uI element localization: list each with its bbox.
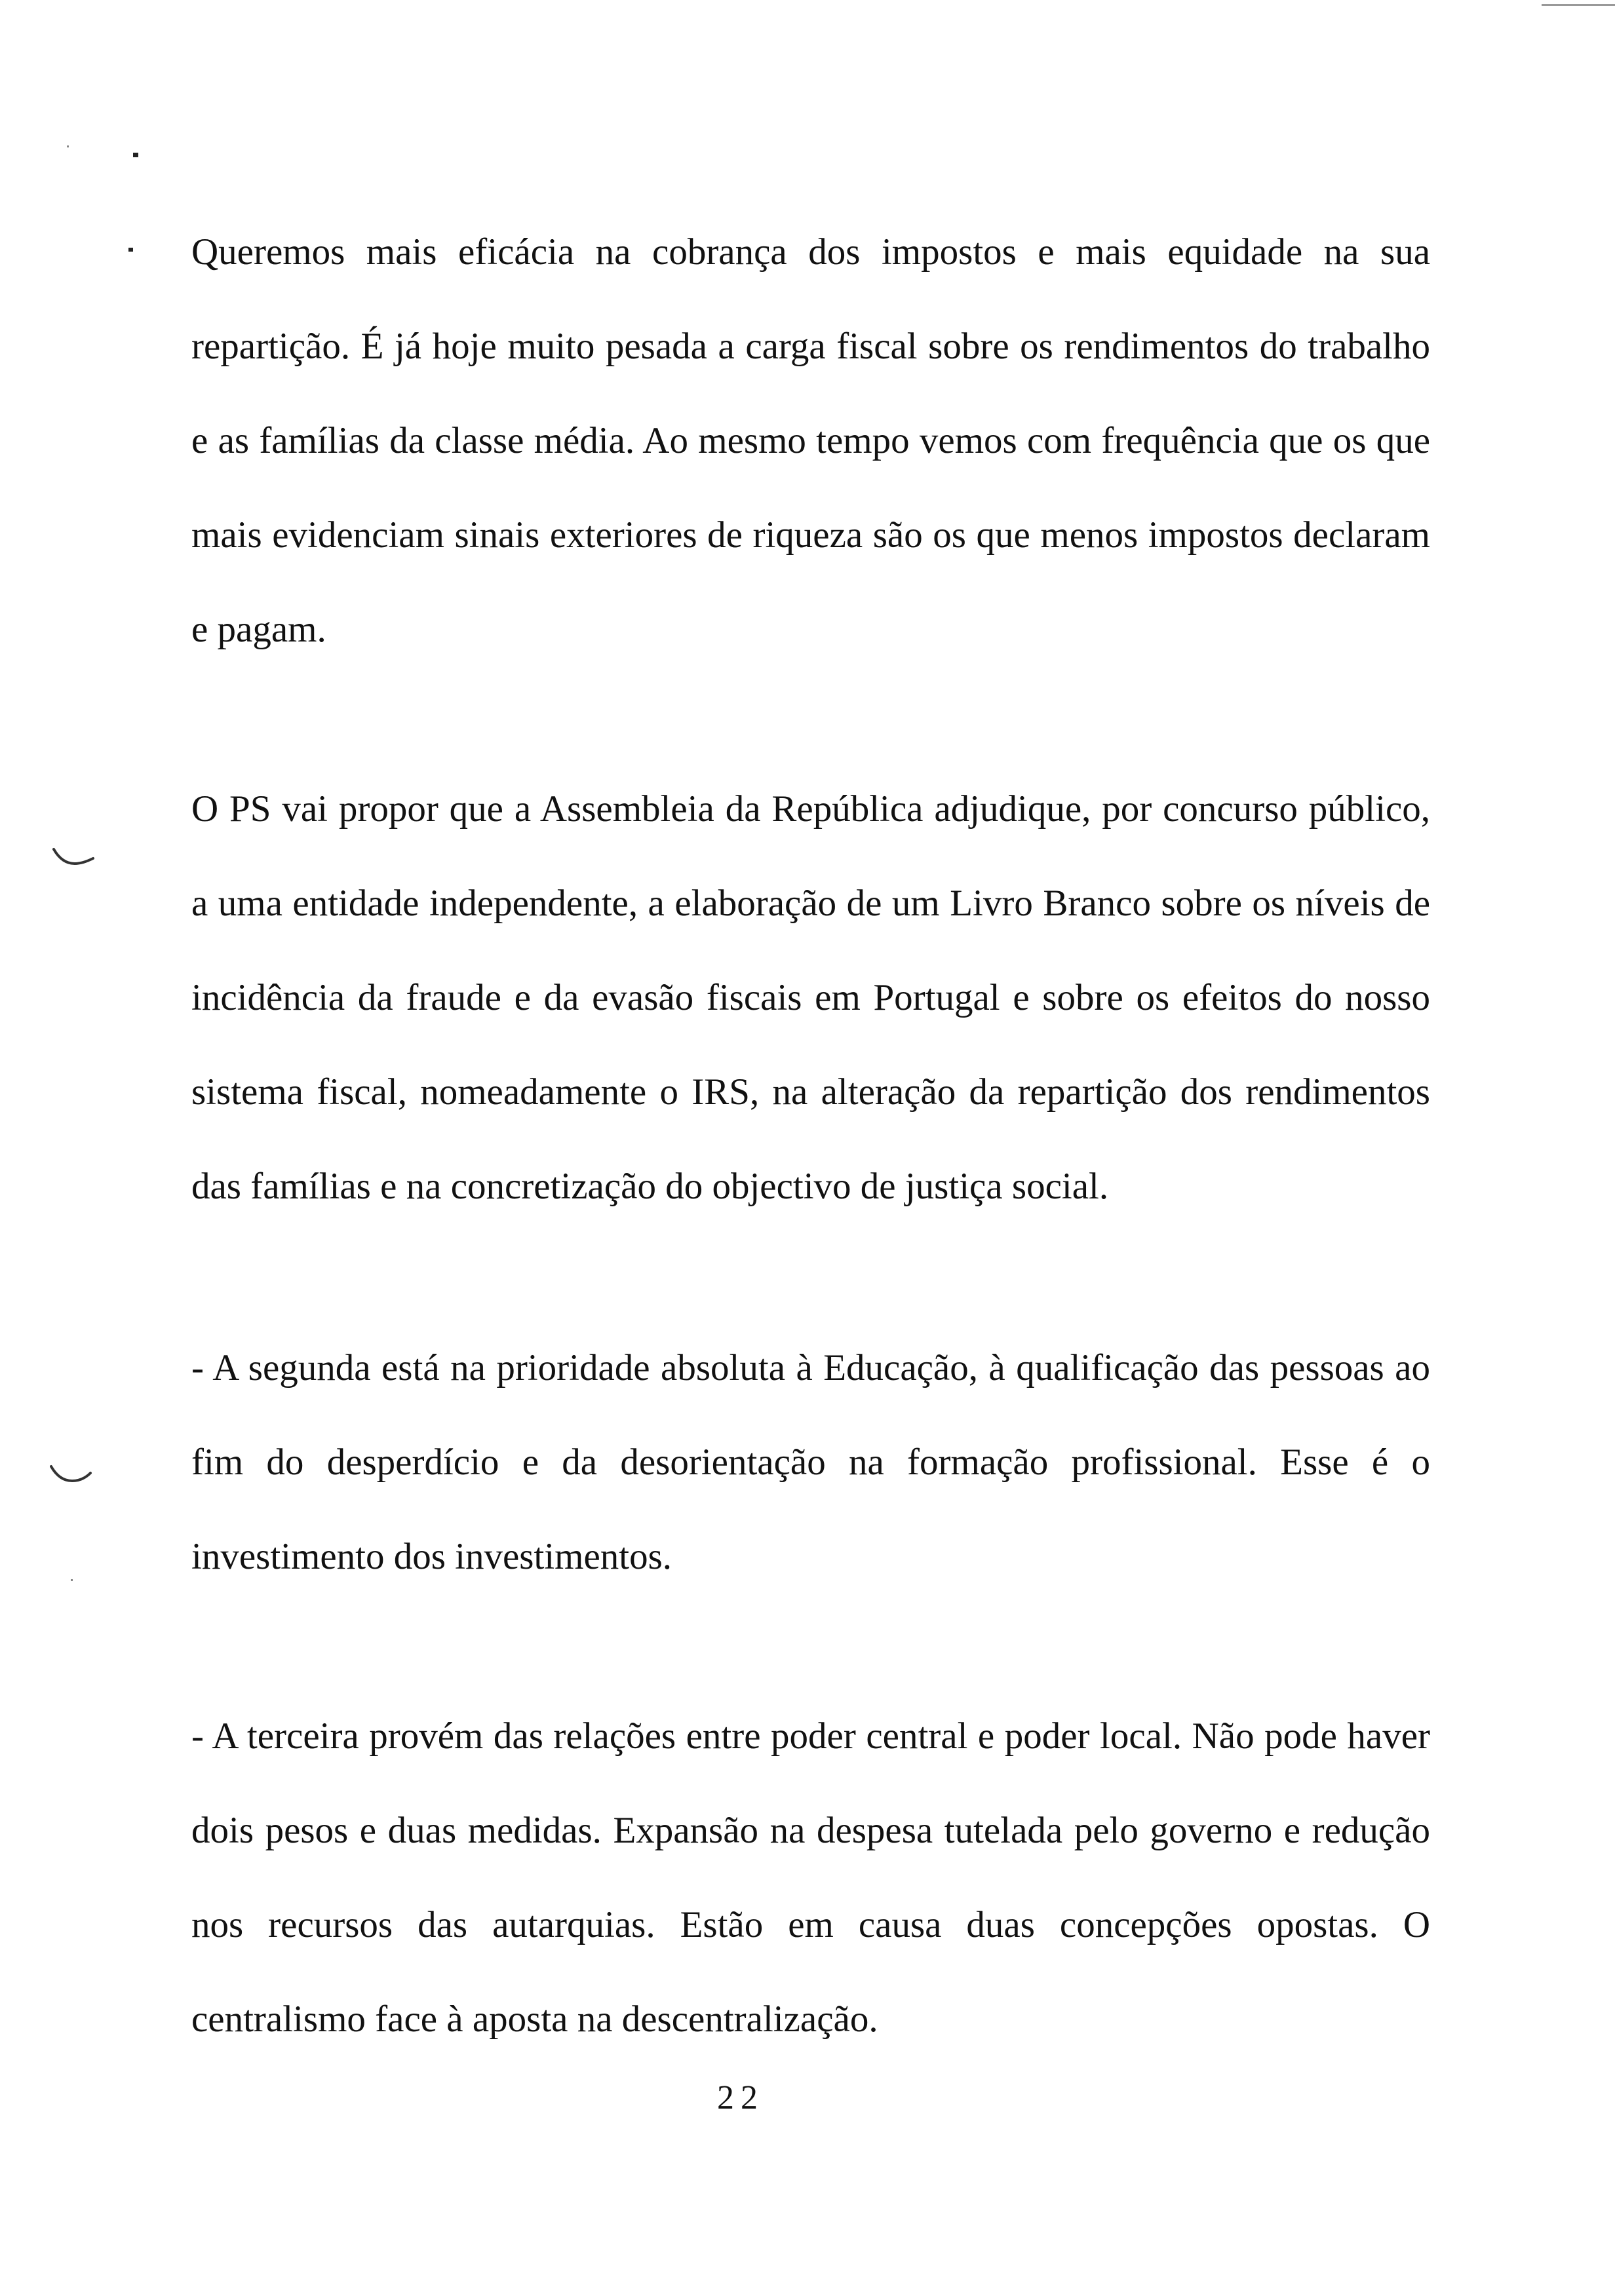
paragraph-tax-efficiency: Queremos mais eficácia na cobrança dos impostos e mais equidade na sua repartição. É já hoje muito pesada a carga fiscal sobre os rendimentos do trabalho e as famílias da classe média. Ao mesmo tempo vemos com frequência que os que mais evidenciam sinais exteriores de riqueza são os que menos impostos declaram e pagam. (191, 231, 1430, 650)
check-mark-icon (50, 1464, 93, 1485)
bullet-mark (128, 248, 133, 252)
check-mark-icon (52, 847, 96, 868)
scan-edge-line (1542, 4, 1615, 6)
page-number: 22 (717, 2079, 764, 2116)
paragraph-education-priority: - A segunda está na prioridade absoluta à Educação, à qualificação das pessoas ao fim do desperdício e da desorientação na formação profissional. Esse é o investimento dos investimentos. (191, 1347, 1430, 1577)
scan-speck (67, 145, 69, 147)
scan-speck (133, 153, 138, 157)
paragraph-white-book: O PS vai propor que a Assembleia da República adjudique, por concurso público, a uma entidade independente, a elaboração de um Livro Branco sobre os níveis de incidência da fraude e da evasão fiscais em Portugal e sobre os efeitos do nosso sistema fiscal, nomeadamente o IRS, na alteração da repartição dos rendimentos das famílias e na concretização do objectivo de justiça social. (191, 788, 1430, 1207)
scan-speck (71, 1579, 73, 1581)
paragraph-central-local-power: - A terceira provém das relações entre poder central e poder local. Não pode haver dois pesos e duas medidas. Expansão na despesa tutelada pelo governo e redução nos recursos das autarquias. Estão em causa duas concepções opostas. O centralismo face à aposta na descentralização. (191, 1715, 1430, 2040)
